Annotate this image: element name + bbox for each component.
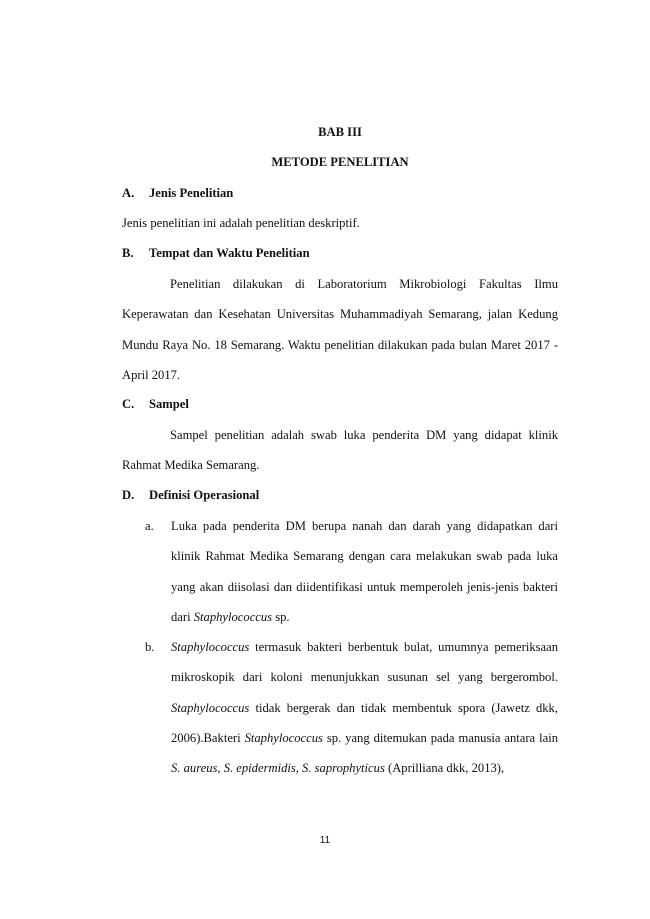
item-a-text-2: sp.	[272, 609, 290, 624]
item-b-body	[171, 632, 558, 783]
section-c-title: Sampel	[149, 397, 189, 411]
section-d-heading	[122, 488, 558, 503]
page-number: 11	[319, 835, 331, 846]
item-b-text-3: sp. yang ditemukan pada manusia antara lain	[322, 730, 558, 745]
section-c-letter: C.	[122, 397, 135, 411]
item-a-text-1: Luka pada penderita DM berupa nanah dan darah yang didapatkan dari klinik Rahmat Medika Semarang dengan cara melakukan swab pada luka yang akan diisolasi dan diidentifikasi untuk memperoleh jenis-jenis bakteri dari	[171, 519, 558, 624]
item-b-text-4: (Aprilliana dkk, 2013),	[384, 761, 505, 776]
section-b-letter: B.	[122, 246, 134, 260]
section-c-text: Sampel penelitian adalah swab luka penderita DM yang didapat klinik Rahmat Medika Semarang.	[122, 428, 558, 473]
item-b-italic-1: Staphylococcus	[171, 640, 250, 654]
item-b-marker: b.	[145, 640, 155, 654]
item-a-italic-1: Staphylococcus	[193, 609, 273, 624]
section-c-paragraph	[122, 420, 558, 481]
section-a-heading	[122, 186, 558, 201]
item-b-italic-3: Staphylococcus	[244, 730, 323, 745]
item-b-text-1: termasuk bakteri berbentuk bulat, umumnya pemeriksaan mikroskopik dari koloni menunjukkan susunan sel yang bergerombol.	[171, 640, 558, 685]
item-b-italic-2: Staphylococcus	[171, 700, 250, 715]
section-a-letter: A.	[122, 186, 135, 200]
chapter-title: METODE PENELITIAN	[271, 155, 409, 169]
item-a-marker: a.	[145, 519, 154, 533]
section-b-paragraph	[122, 269, 558, 390]
section-b-text: Penelitian dilakukan di Laboratorium Mikrobiologi Fakultas Ilmu Keperawatan dan Kesehatan Universitas Muhammadiyah Semarang, jalan Kedung Mundu Raya No. 18 Semarang. Waktu penelitian dilakukan pada bulan Maret 2017 - April 2017.	[122, 277, 558, 382]
section-b-heading	[122, 246, 558, 261]
section-b-title: Tempat dan Waktu Penelitian	[149, 246, 310, 260]
item-a-body	[171, 511, 558, 632]
section-a-text: Jenis penelitian ini adalah penelitian deskriptif.	[122, 216, 360, 230]
item-b-text-2: tidak bergerak dan tidak membentuk spora (Jawetz dkk, 2006).Bakteri	[171, 700, 558, 745]
chapter-label: BAB III	[318, 125, 362, 139]
definition-item-a	[145, 511, 558, 632]
item-b-italic-4: S. aureus, S. epidermidis, S. saprophyticus	[171, 761, 385, 776]
section-d-title: Definisi Operasional	[149, 488, 260, 502]
section-d-letter: D.	[122, 488, 135, 502]
definition-item-b	[145, 632, 558, 783]
section-c-heading	[122, 397, 558, 412]
section-a-title: Jenis Penelitian	[149, 186, 234, 200]
